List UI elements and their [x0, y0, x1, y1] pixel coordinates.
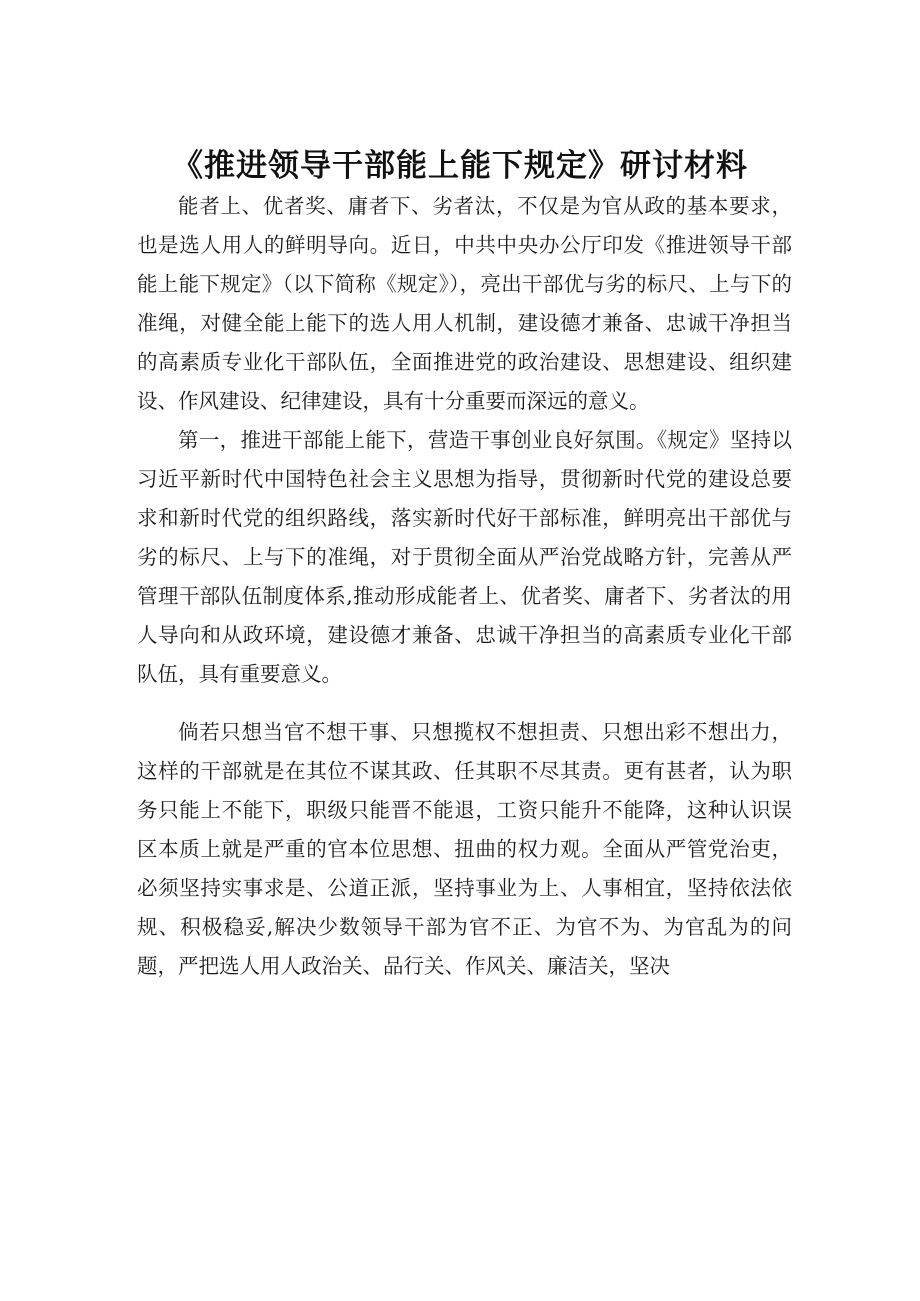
- paragraph-analysis: 倘若只想当官不想干事、只想揽权不想担责、只想出彩不想出力，这样的干部就是在其位不谋其政、任其职不尽其责。更有甚者，认为职务只能上不能下，职级只能晋不能退，工资只能升不能降，这种认识误区本质上就是严重的官本位思想、扭曲的权力观。全面从严管党治吏，必须坚持实事求是、公道正派，坚持事业为上、人事相宜，坚持依法依规、积极稳妥,解决少数领导干部为官不正、为官不为、为官乱为的问题，严把选人用人政治关、品行关、作风关、廉洁关，坚决: [137, 720, 792, 978]
- document-body: [137, 187, 792, 986]
- paragraph-first-point: 第一，推进干部能上能下，营造干事创业良好氛围。《规定》坚持以习近平新时代中国特色社会主义思想为指导，贯彻新时代党的建设总要求和新时代党的组织路线，落实新时代好干部标准，鲜明亮出干部优与劣的标尺、上与下的准绳，对于贯彻全面从严治党战略方针，完善从严管理干部队伍制度体系,推动形成能者上、优者奖、庸者下、劣者汰的用人导向和从政环境，建设德才兼备、忠诚干净担当的高素质专业化干部队伍，具有重要意义。: [137, 428, 792, 686]
- paragraph-intro: 能者上、优者奖、庸者下、劣者汰，不仅是为官从政的基本要求，也是选人用人的鲜明导向。近日，中共中央办公厅印发《推进领导干部能上能下规定》（以下简称《规定》），亮出干部优与劣的标尺、上与下的准绳，对健全能上能下的选人用人机制，建设德才兼备、忠诚干净担当的高素质专业化干部队伍，全面推进党的政治建设、思想建设、组织建设、作风建设、纪律建设，具有十分重要而深远的意义。: [137, 194, 792, 413]
- document-title: 《推进领导干部能上能下规定》研讨材料: [172, 148, 748, 184]
